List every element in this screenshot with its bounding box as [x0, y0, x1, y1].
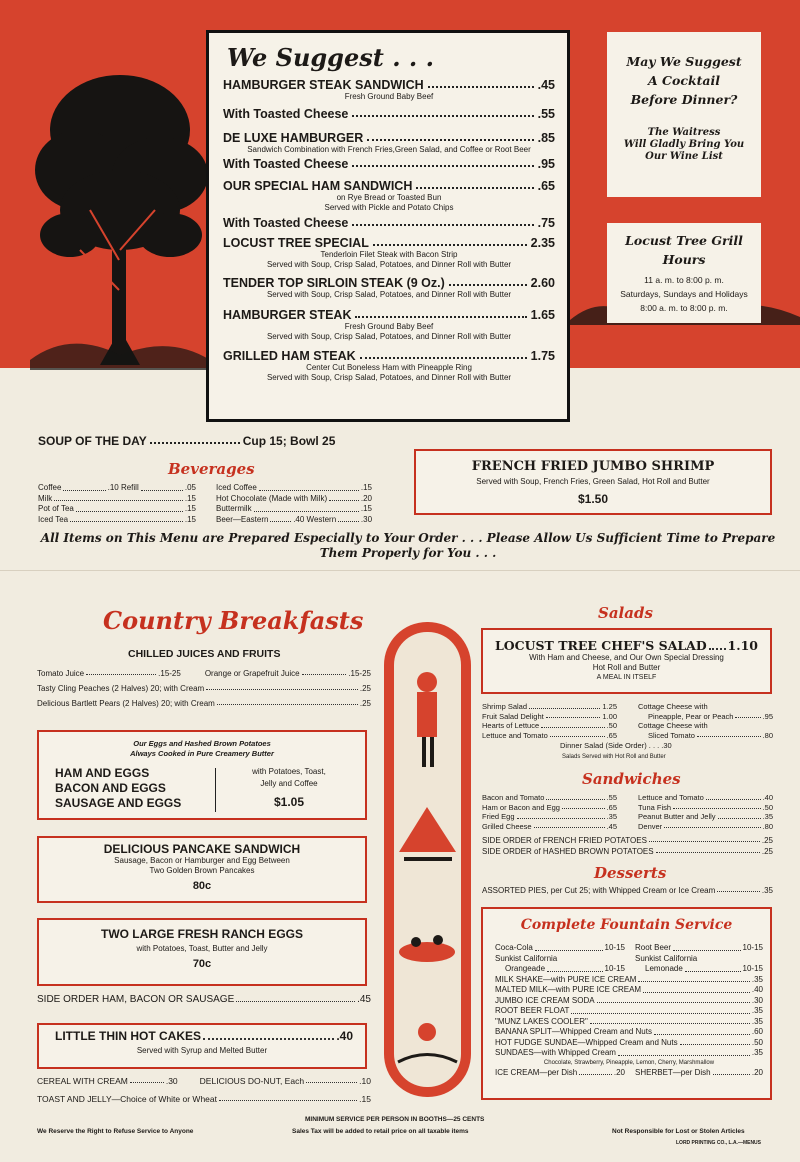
ranch-eggs-box: TWO LARGE FRESH RANCH EGGS with Potatoes, Toast, Butter and Jelly 70c	[37, 918, 367, 986]
salads-title: Salads	[598, 604, 653, 622]
soup-of-the-day: SOUP OF THE DAY Cup 15; Bowl 25	[38, 434, 336, 448]
list-item: Ham or Bacon and Egg .65	[482, 802, 617, 812]
list-item: Iced Tea .15	[38, 514, 196, 524]
list-item: Sliced Tomato .80	[648, 730, 773, 740]
assorted-pies: ASSORTED PIES, per Cut 25; with Whipped Cream or Ice Cream .35	[482, 886, 773, 895]
list-item: Pineapple, Pear or Peach .95	[648, 711, 773, 721]
suggest-item: GRILLED HAM STEAK 1.75 Center Cut Boneless Ham with Pineapple Ring Served with Soup, Crisp Salad, Potatoes, and Dinner Roll with Butter	[223, 349, 555, 382]
suggest-item: LOCUST TREE SPECIAL 2.35 Tenderloin Filet Steak with Bacon Strip Served with Soup, Crisp Salad, Potatoes, and Dinner Roll with Butter	[223, 236, 555, 269]
list-item: Milk .15	[38, 493, 196, 503]
chef-salad-box: LOCUST TREE CHEF'S SALAD 1.10 With Ham and Cheese, and Our Own Special Dressing Hot Roll and Butter A MEAL IN ITSELF	[481, 628, 772, 694]
list-item: Hot Chocolate (Made with Milk) .20	[216, 493, 372, 503]
list-item: Grilled Cheese .45	[482, 821, 617, 831]
we-suggest-box	[206, 30, 570, 422]
list-item: Sunkist California	[635, 953, 698, 963]
list-item: Delicious Bartlett Pears (2 Halves) 20; with Cream .25	[37, 699, 371, 708]
refuse-service: We Reserve the Right to Refuse Service to Anyone	[37, 1128, 194, 1135]
list-item: Iced Coffee .15	[216, 483, 372, 492]
suggest-item: HAMBURGER STEAK 1.65 Fresh Ground Baby Beef Served with Soup, Crisp Salad, Potatoes, and Dinner Roll with Butter	[223, 308, 555, 341]
list-item: Orangeade 10-15	[505, 964, 625, 973]
suggest-item: With Toasted Cheese .95	[223, 157, 555, 171]
list-item: Hearts of Lettuce .50	[482, 721, 617, 731]
beverages-right	[216, 483, 372, 525]
pancake-sandwich-box: DELICIOUS PANCAKE SANDWICH Sausage, Bacon or Hamburger and Egg Between Two Golden Brown Pancakes 80c	[37, 836, 367, 903]
suggest-item: With Toasted Cheese .55	[223, 107, 555, 121]
list-item: "MUNZ LAKES COOLER" .35	[495, 1016, 763, 1026]
list-item: Denver .80	[638, 821, 773, 831]
printer-credit: LORD PRINTING CO., L.A.—MENUS	[676, 1140, 761, 1146]
suggest-item: HAMBURGER STEAK SANDWICH .45 Fresh Ground Baby Beef	[223, 78, 555, 101]
salads-right	[638, 702, 773, 740]
beverages-left	[38, 483, 196, 525]
juice-list	[37, 669, 371, 708]
eggs-box: Our Eggs and Hashed Brown Potatoes Always Cooked in Pure Creamery Butter HAM AND EGGS BACON AND EGGS SAUSAGE AND EGGS with Potatoes, Toast, Jelly and Coffee $1.05	[37, 730, 367, 820]
minimum-service: MINIMUM SERVICE PER PERSON IN BOOTHS—25 CENTS	[305, 1116, 485, 1123]
desserts-title: Desserts	[594, 864, 667, 882]
list-item: Cottage Cheese with	[638, 721, 708, 731]
french-fried-shrimp-box: FRENCH FRIED JUMBO SHRIMP Served with Soup, French Fries, Green Salad, Hot Roll and Butter $1.50	[414, 449, 772, 515]
beverages-title: Beverages	[168, 460, 255, 478]
chilled-juices-heading: CHILLED JUICES AND FRUITS	[128, 648, 281, 660]
fold-line	[0, 570, 800, 571]
side-hashed-brown: SIDE ORDER of HASHED BROWN POTATOES .25	[482, 847, 773, 856]
country-breakfasts-title: Country Breakfasts	[103, 606, 364, 635]
side-french-fries: SIDE ORDER of FRENCH FRIED POTATOES .25	[482, 836, 773, 845]
suggest-item: TENDER TOP SIRLOIN STEAK (9 Oz.) 2.60 Served with Soup, Crisp Salad, Potatoes, and Dinner Roll with Butter	[223, 276, 555, 299]
list-item: BANANA SPLIT—Whipped Cream and Nuts .60	[495, 1027, 763, 1036]
list-item: JUMBO ICE CREAM SODA .30	[495, 995, 763, 1005]
list-item: Shrimp Salad 1.25	[482, 702, 617, 711]
fountain-service-box: Complete Fountain Service Coca-Cola 10-15 Sunkist California Orangeade 10-15 Root Beer 10-15 Sunkist California Lemonade 10-15 MILK SHAKE—with PURE ICE CREAM .35 MALTED MILK—with PURE ICE CREAM .40 JUMBO ICE CREAM SODA .30 ROOT BEER FLOAT .35 "MUNZ LAKES COOLER" .35 BANANA SPLIT—Whipped Cream and Nuts .60 HOT FUDGE SUNDAE—Whipped Cream and Nuts .50 SUNDAES—with Whipped Cream .35 Chocolate, Strawberry, Pineapple, Lemon, Cherry, Marshmallow ICE CREAM—per Dish .20 SHERBET—per Dish .20	[481, 907, 772, 1100]
list-item: Peanut Butter and Jelly .35	[638, 812, 773, 822]
list-item: Pot of Tea .15	[38, 504, 196, 513]
hours-box: Locust Tree Grill Hours 11 a. m. to 8:00 p. m. Saturdays, Sundays and Holidays 8:00 a. m. to 8:00 p. m.	[607, 223, 761, 323]
cereal-row: CEREAL WITH CREAM .30 DELICIOUS DO-NUT, Each .10	[37, 1076, 371, 1086]
sandwiches-left	[482, 793, 617, 831]
dinner-salad: Dinner Salad (Side Order) . . . .30	[560, 741, 672, 750]
list-item: Fruit Salad Delight 1.00	[482, 711, 617, 721]
side-order-ham: SIDE ORDER HAM, BACON OR SAUSAGE .45	[37, 994, 371, 1005]
flavors: Chocolate, Strawberry, Pineapple, Lemon, Cherry, Marshmallow	[543, 1059, 715, 1066]
list-item: Beer—Eastern .40 Western .30	[216, 514, 373, 524]
preparation-notice: All Items on This Menu are Prepared Especially to Your Order . . . Please Allow Us Sufficient Time to Prepare Them Properly for You . . .	[40, 531, 776, 560]
list-item: Coffee .10 Refill .05	[38, 483, 196, 492]
list-item: Tuna Fish .50	[638, 802, 773, 812]
list-item: MILK SHAKE—with PURE ICE CREAM .35	[495, 974, 763, 984]
list-item: Lettuce and Tomato .40	[638, 793, 773, 802]
list-item: Buttermilk .15	[216, 504, 372, 513]
list-item: ICE CREAM—per Dish .20	[495, 1067, 625, 1077]
list-item: SUNDAES—with Whipped Cream .35	[495, 1048, 763, 1057]
hot-cakes-box: LITTLE THIN HOT CAKES .40 Served with Syrup and Melted Butter	[37, 1023, 367, 1069]
list-item: Fried Egg .35	[482, 812, 617, 822]
suggest-item: OUR SPECIAL HAM SANDWICH .65 on Rye Bread or Toasted Bun Served with Pickle and Potato Chips	[223, 179, 555, 212]
list-item: MALTED MILK—with PURE ICE CREAM .40	[495, 985, 763, 994]
sales-tax: Sales Tax will be added to retail price on all taxable items	[292, 1128, 469, 1135]
tree-illustration	[30, 60, 210, 370]
we-suggest-title: We Suggest . . .	[227, 43, 434, 72]
sandwiches-title: Sandwiches	[582, 770, 681, 788]
salads-left	[482, 702, 617, 740]
list-item: SHERBET—per Dish .20	[635, 1067, 763, 1077]
not-responsible: Not Responsible for Lost or Stolen Articles	[612, 1128, 745, 1135]
list-item: Lettuce and Tomato .65	[482, 730, 617, 740]
list-item: Lemonade 10-15	[645, 964, 763, 973]
list-item: Sunkist California	[495, 953, 558, 963]
list-item: Cottage Cheese with	[638, 702, 708, 711]
sandwiches-right	[638, 793, 773, 831]
toast-row: TOAST AND JELLY—Choice of White or Wheat .15	[37, 1094, 371, 1104]
suggest-item: DE LUXE HAMBURGER .85 Sandwich Combination with French Fries,Green Salad, and Coffee or Root Beer	[223, 131, 555, 154]
list-item: Root Beer 10-15	[635, 943, 763, 952]
cocktail-box: May We Suggest A Cocktail Before Dinner? The Waitress Will Gladly Bring You Our Wine List	[607, 32, 761, 197]
list-item: Tasty Cling Peaches (2 Halves) 20; with Cream .25	[37, 684, 371, 693]
suggest-item: With Toasted Cheese .75	[223, 216, 555, 230]
list-item: ROOT BEER FLOAT .35	[495, 1006, 763, 1015]
list-item: Coca-Cola 10-15	[495, 943, 625, 952]
list-item: HOT FUDGE SUNDAE—Whipped Cream and Nuts .50	[495, 1037, 763, 1047]
divider	[215, 768, 216, 812]
salads-note: Salads Served with Hot Roll and Butter	[562, 754, 666, 760]
outdoor-scenes-illustration	[384, 622, 471, 1097]
list-item: Bacon and Tomato .55	[482, 793, 617, 802]
list-item: Tomato Juice .15-25 Orange or Grapefruit Juice .15-25	[37, 669, 371, 678]
